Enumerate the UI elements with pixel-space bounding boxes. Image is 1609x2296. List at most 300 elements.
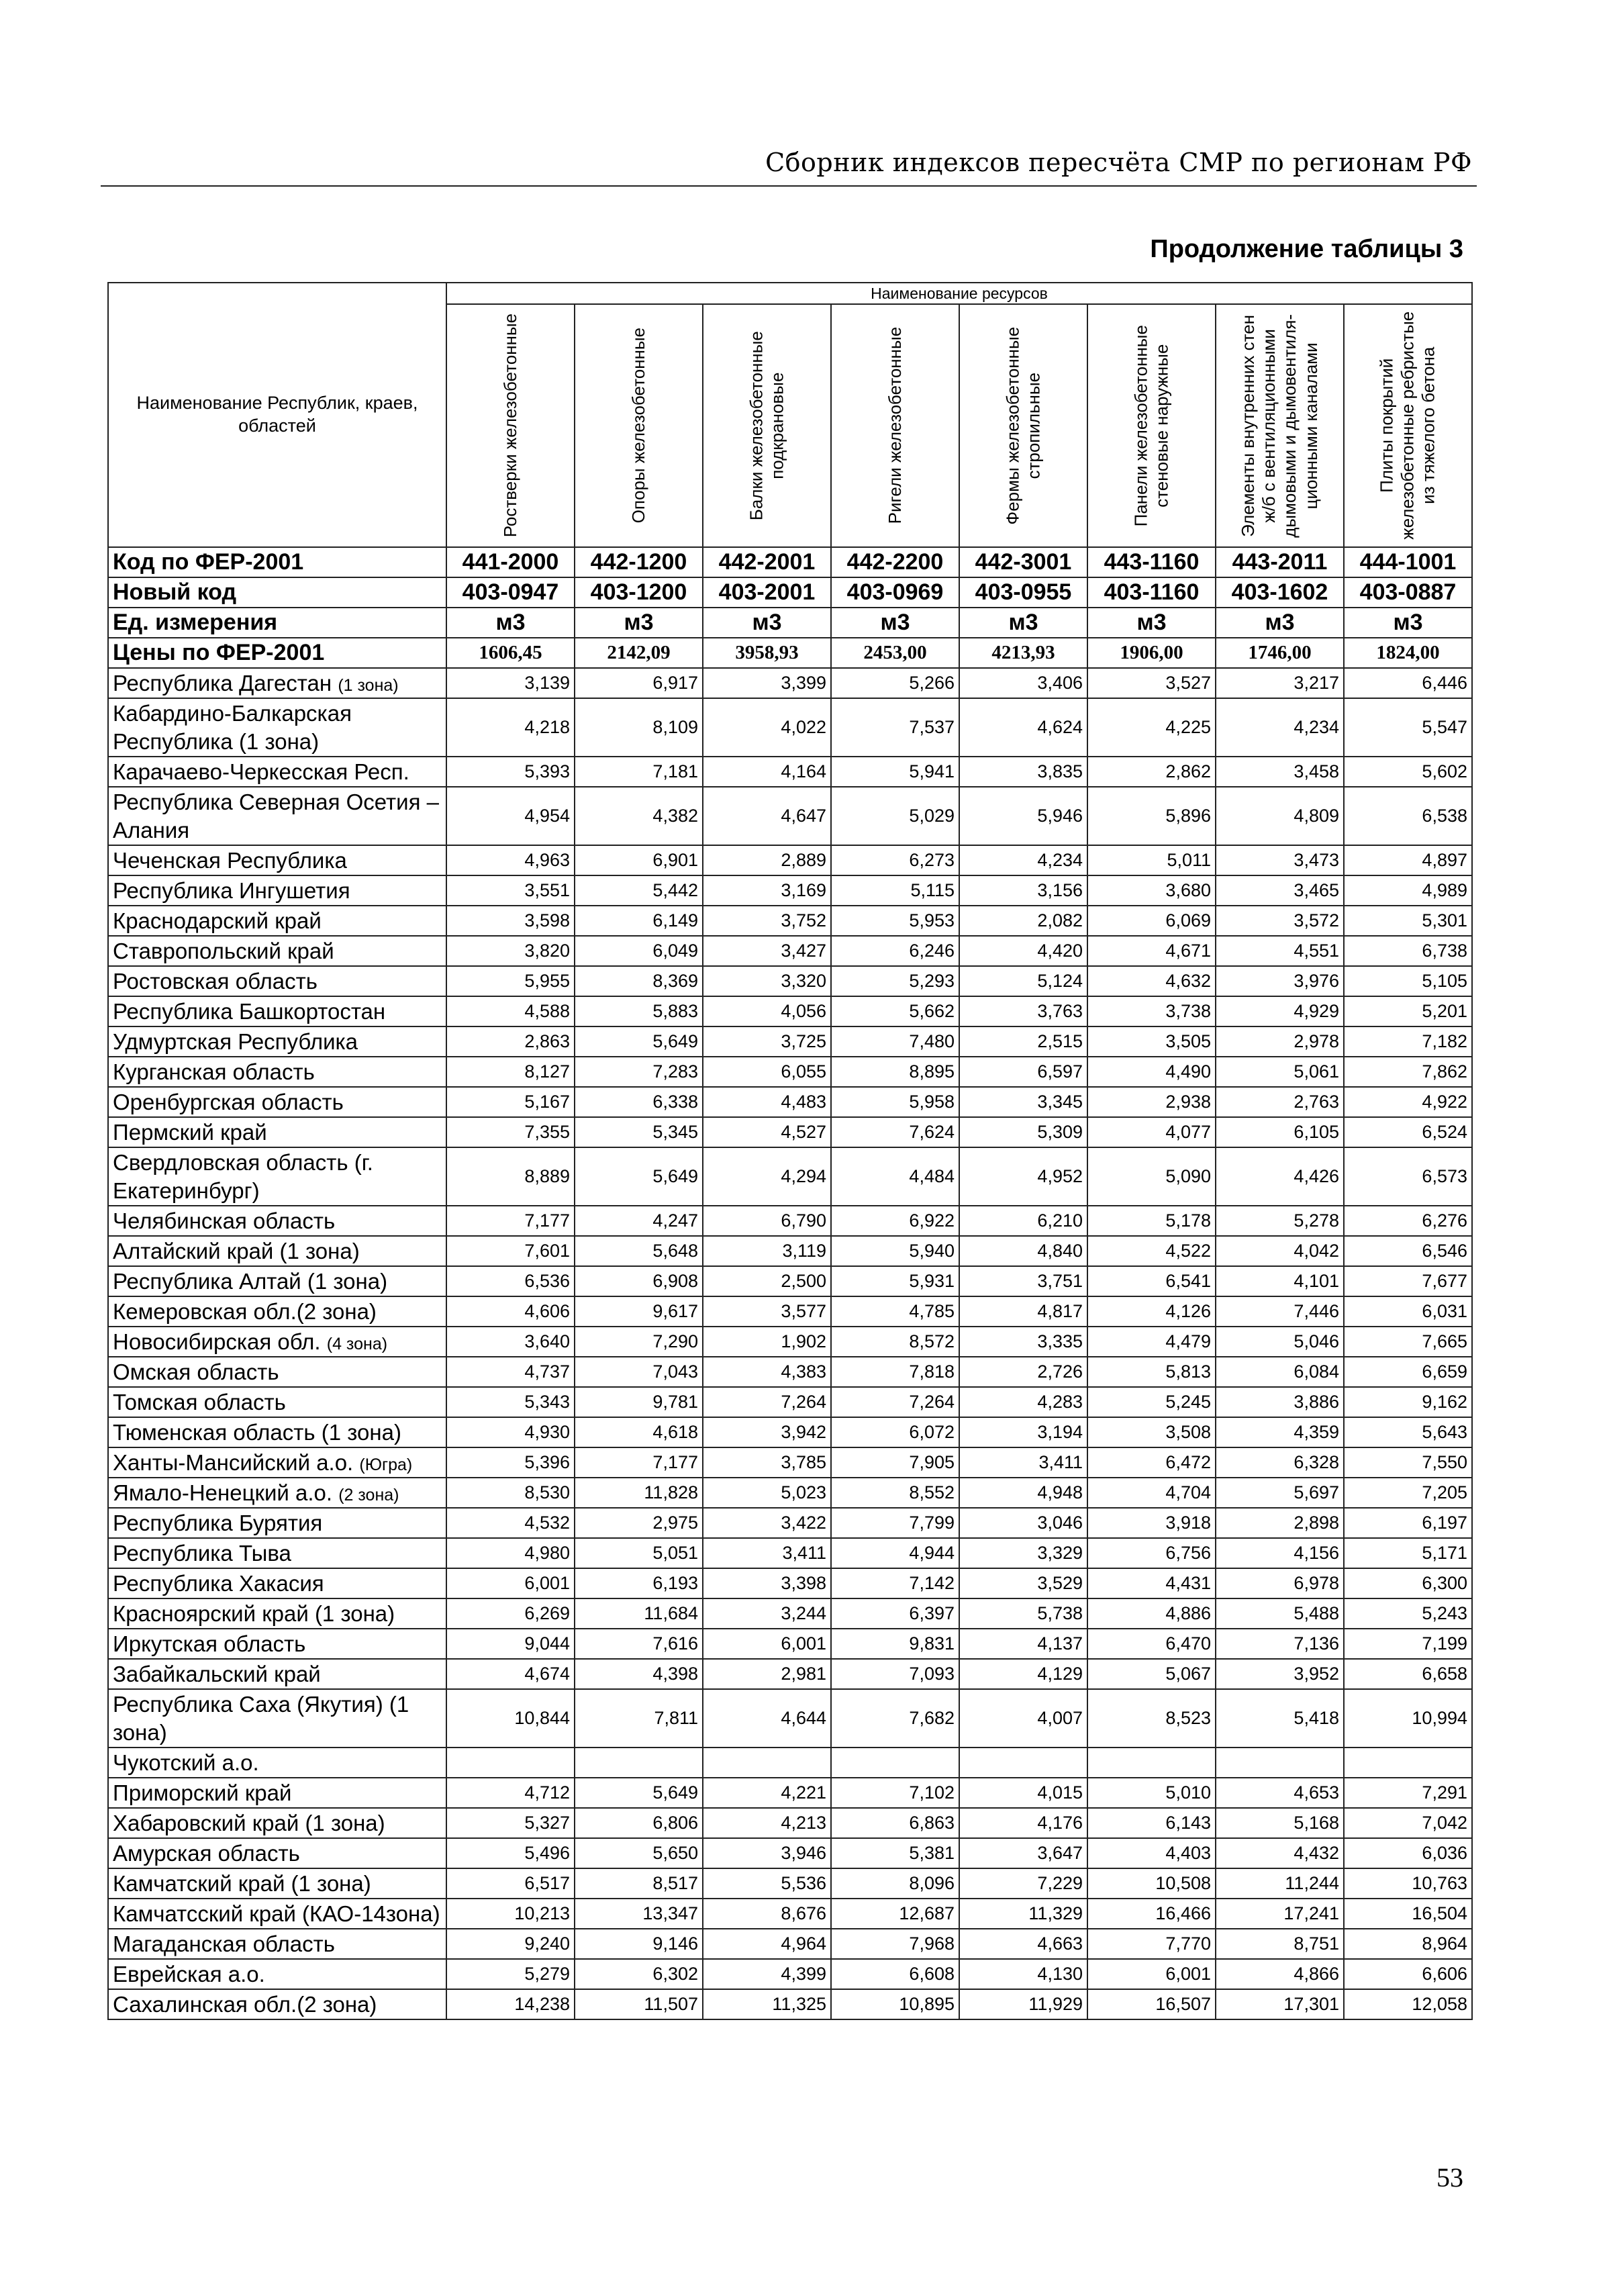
region-name-cell <box>108 1327 446 1357</box>
index-value: 3,572 <box>1216 906 1344 936</box>
index-value: 9,240 <box>446 1929 575 1959</box>
resource-header-label: Панели железобетонные стеновые наружные <box>1130 324 1172 527</box>
table-row <box>108 1296 1472 1327</box>
index-value: 6,738 <box>1344 936 1472 966</box>
meta-row-value: 443-1160 <box>1087 547 1216 577</box>
index-value <box>446 1748 575 1778</box>
index-value: 7,682 <box>831 1689 959 1748</box>
table-row <box>108 1778 1472 1808</box>
table-row <box>108 1087 1472 1117</box>
index-value: 7,624 <box>831 1117 959 1147</box>
table-row <box>108 1629 1472 1659</box>
index-value: 4,490 <box>1087 1057 1216 1087</box>
index-value: 3,244 <box>703 1598 831 1629</box>
region-name: Сахалинская обл.(2 зона) <box>113 1991 377 2017</box>
resource-header-label: Плиты покрытий железобетонные ребристые из тяжелого бетона <box>1376 311 1439 540</box>
region-name: Ставропольский край <box>113 938 334 963</box>
table-row <box>108 698 1472 757</box>
index-value: 7,177 <box>446 1206 575 1236</box>
index-value: 7,616 <box>575 1629 703 1659</box>
index-value: 4,479 <box>1087 1327 1216 1357</box>
region-name-cell <box>108 1508 446 1538</box>
index-value: 8,127 <box>446 1057 575 1087</box>
index-value: 8,530 <box>446 1478 575 1508</box>
index-value: 6,338 <box>575 1087 703 1117</box>
region-name: Курганская область <box>113 1059 315 1084</box>
index-value: 4,403 <box>1087 1838 1216 1868</box>
index-value: 6,806 <box>575 1808 703 1838</box>
index-value: 9,831 <box>831 1629 959 1659</box>
meta-row-value: 443-2011 <box>1216 547 1344 577</box>
index-value: 4,809 <box>1216 787 1344 845</box>
resource-header-label: Опоры железобетонные <box>628 328 648 524</box>
index-value: 3,751 <box>959 1266 1087 1296</box>
index-value: 3,427 <box>703 936 831 966</box>
index-value: 4,952 <box>959 1147 1087 1206</box>
index-value: 3,976 <box>1216 966 1344 996</box>
index-value: 6,608 <box>831 1959 959 1989</box>
region-name: Томская область <box>113 1389 286 1415</box>
index-value: 4,218 <box>446 698 575 757</box>
index-value: 3,752 <box>703 906 831 936</box>
table-row <box>108 1838 1472 1868</box>
index-value: 4,817 <box>959 1296 1087 1327</box>
index-value: 3,725 <box>703 1026 831 1057</box>
index-value: 3,406 <box>959 668 1087 698</box>
index-value: 3,411 <box>959 1447 1087 1478</box>
index-value: 5,946 <box>959 787 1087 845</box>
index-value: 2,898 <box>1216 1508 1344 1538</box>
region-name: Кабардино-Балкарская Республика (1 зона) <box>113 701 352 754</box>
table-body <box>108 547 1472 2019</box>
region-name: Ханты-Мансийский а.о. <box>113 1449 354 1475</box>
index-value: 8,552 <box>831 1478 959 1508</box>
meta-row-value: 2453,00 <box>831 638 959 668</box>
index-value: 4,042 <box>1216 1236 1344 1266</box>
index-value: 13,347 <box>575 1899 703 1929</box>
index-value: 16,504 <box>1344 1899 1472 1929</box>
index-value <box>831 1748 959 1778</box>
index-value: 5,381 <box>831 1838 959 1868</box>
region-name: Красноярский край (1 зона) <box>113 1600 395 1626</box>
index-value: 4,737 <box>446 1357 575 1387</box>
table-row <box>108 1899 1472 1929</box>
index-value: 7,283 <box>575 1057 703 1087</box>
region-name-cell <box>108 1989 446 2019</box>
index-value: 5,309 <box>959 1117 1087 1147</box>
region-name-cell <box>108 1478 446 1508</box>
index-value: 3,763 <box>959 996 1087 1026</box>
table-row <box>108 1689 1472 1748</box>
index-value: 3,320 <box>703 966 831 996</box>
index-value: 4,785 <box>831 1296 959 1327</box>
meta-row-value: 1824,00 <box>1344 638 1472 668</box>
meta-row-value: 1746,00 <box>1216 638 1344 668</box>
index-value: 5,953 <box>831 906 959 936</box>
region-name-cell <box>108 1929 446 1959</box>
index-value: 4,164 <box>703 757 831 787</box>
index-value: 5,201 <box>1344 996 1472 1026</box>
table-row <box>108 1147 1472 1206</box>
index-value: 7,818 <box>831 1357 959 1387</box>
meta-row-value: 442-2001 <box>703 547 831 577</box>
region-name: Камчатский край (1 зона) <box>113 1870 371 1896</box>
index-value: 5,496 <box>446 1838 575 1868</box>
index-value: 9,162 <box>1344 1387 1472 1417</box>
region-name-cell <box>108 787 446 845</box>
index-value: 4,234 <box>1216 698 1344 757</box>
index-value: 5,301 <box>1344 906 1472 936</box>
index-value: 5,105 <box>1344 966 1472 996</box>
index-value: 5,124 <box>959 966 1087 996</box>
index-value: 7,043 <box>575 1357 703 1387</box>
index-value: 6,276 <box>1344 1206 1472 1236</box>
meta-row-value: 1606,45 <box>446 638 575 668</box>
index-value: 5,931 <box>831 1266 959 1296</box>
index-value: 7,446 <box>1216 1296 1344 1327</box>
index-value: 6,001 <box>1087 1959 1216 1989</box>
index-value: 5,883 <box>575 996 703 1026</box>
resource-header <box>1216 304 1344 547</box>
index-value: 5,649 <box>575 1778 703 1808</box>
region-name-cell <box>108 1899 446 1929</box>
table-row <box>108 1327 1472 1357</box>
region-name-cell <box>108 1659 446 1689</box>
index-value: 8,572 <box>831 1327 959 1357</box>
region-name-cell <box>108 1568 446 1598</box>
index-value: 4,225 <box>1087 698 1216 757</box>
region-name: Хабаровский край (1 зона) <box>113 1810 385 1835</box>
table-row <box>108 1357 1472 1387</box>
index-value: 2,975 <box>575 1508 703 1538</box>
resource-header-label: Балки железобетонные подкрановые <box>746 330 787 521</box>
index-value: 8,751 <box>1216 1929 1344 1959</box>
table-row <box>108 787 1472 845</box>
region-name-cell <box>108 1206 446 1236</box>
index-value: 4,359 <box>1216 1417 1344 1447</box>
region-name: Кемеровская обл.(2 зона) <box>113 1298 377 1324</box>
index-value: 7,799 <box>831 1508 959 1538</box>
index-value: 10,895 <box>831 1989 959 2019</box>
table-row <box>108 757 1472 787</box>
index-value: 5,293 <box>831 966 959 996</box>
index-value: 2,763 <box>1216 1087 1344 1117</box>
index-value: 6,790 <box>703 1206 831 1236</box>
index-value: 6,055 <box>703 1057 831 1087</box>
table-row <box>108 1598 1472 1629</box>
index-value: 4,007 <box>959 1689 1087 1748</box>
meta-row-value: 403-0969 <box>831 577 959 608</box>
region-name: Чукотский а.о. <box>113 1750 259 1775</box>
index-value: 2,726 <box>959 1357 1087 1387</box>
index-value: 2,082 <box>959 906 1087 936</box>
resource-header <box>575 304 703 547</box>
region-name-cell <box>108 1236 446 1266</box>
index-value <box>703 1748 831 1778</box>
index-value: 5,067 <box>1087 1659 1216 1689</box>
table-row <box>108 906 1472 936</box>
region-name-cell <box>108 1838 446 1868</box>
table-row <box>108 1989 1472 2019</box>
table-row <box>108 1057 1472 1087</box>
index-value: 2,938 <box>1087 1087 1216 1117</box>
table-row <box>108 1417 1472 1447</box>
index-value: 7,290 <box>575 1327 703 1357</box>
index-value: 4,101 <box>1216 1266 1344 1296</box>
index-value: 5,940 <box>831 1236 959 1266</box>
region-name: Оренбургская область <box>113 1089 344 1114</box>
region-name: Пермский край <box>113 1119 267 1145</box>
region-name-cell <box>108 1538 446 1568</box>
region-name: Новосибирская обл. <box>113 1329 321 1354</box>
table-row <box>108 1929 1472 1959</box>
resource-header-label: Фермы железобетонные стропильные <box>1002 326 1044 525</box>
table-row <box>108 1447 1472 1478</box>
index-value: 2,500 <box>703 1266 831 1296</box>
region-name: Омская область <box>113 1359 279 1384</box>
index-value: 3,598 <box>446 906 575 936</box>
region-name: Карачаево-Черкесская Респ. <box>113 759 409 784</box>
meta-row-label: Код по ФЕР-2001 <box>108 547 446 577</box>
index-value: 4,426 <box>1216 1147 1344 1206</box>
index-value: 5,090 <box>1087 1147 1216 1206</box>
index-value: 6,658 <box>1344 1659 1472 1689</box>
region-name: Республика Башкортостан <box>113 998 386 1024</box>
index-value: 4,886 <box>1087 1598 1216 1629</box>
index-value: 5,896 <box>1087 787 1216 845</box>
index-value: 6,197 <box>1344 1508 1472 1538</box>
index-value: 8,109 <box>575 698 703 757</box>
index-value: 7,291 <box>1344 1778 1472 1808</box>
meta-row-value: 442-1200 <box>575 547 703 577</box>
index-value: 4,213 <box>703 1808 831 1838</box>
index-value: 5,029 <box>831 787 959 845</box>
region-name-cell <box>108 1417 446 1447</box>
resource-header <box>1344 304 1472 547</box>
region-zone-note: (1 зона) <box>338 675 399 695</box>
index-value: 4,929 <box>1216 996 1344 1026</box>
index-value: 4,980 <box>446 1538 575 1568</box>
index-value: 4,618 <box>575 1417 703 1447</box>
index-value: 6,001 <box>703 1629 831 1659</box>
region-name-cell <box>108 1748 446 1778</box>
table-row <box>108 1538 1472 1568</box>
region-name-cell <box>108 1387 446 1417</box>
region-name-cell <box>108 936 446 966</box>
table-row <box>108 1387 1472 1417</box>
index-value: 4,015 <box>959 1778 1087 1808</box>
meta-row-value: м3 <box>1216 608 1344 638</box>
meta-row-value: м3 <box>831 608 959 638</box>
index-value: 9,617 <box>575 1296 703 1327</box>
index-value: 6,300 <box>1344 1568 1472 1598</box>
index-value: 7,537 <box>831 698 959 757</box>
index-value: 4,056 <box>703 996 831 1026</box>
index-value: 8,369 <box>575 966 703 996</box>
index-value: 3,335 <box>959 1327 1087 1357</box>
index-value: 6,193 <box>575 1568 703 1598</box>
index-value: 3,551 <box>446 875 575 906</box>
index-value: 4,432 <box>1216 1838 1344 1868</box>
meta-row <box>108 547 1472 577</box>
index-value: 5,278 <box>1216 1206 1344 1236</box>
index-value: 14,238 <box>446 1989 575 2019</box>
index-value: 6,072 <box>831 1417 959 1447</box>
index-value: 5,168 <box>1216 1808 1344 1838</box>
index-value: 3,345 <box>959 1087 1087 1117</box>
index-value: 5,167 <box>446 1087 575 1117</box>
index-value: 5,442 <box>575 875 703 906</box>
index-value: 6,328 <box>1216 1447 1344 1478</box>
index-value: 5,955 <box>446 966 575 996</box>
index-value: 5,011 <box>1087 845 1216 875</box>
index-value: 5,648 <box>575 1236 703 1266</box>
index-value: 5,396 <box>446 1447 575 1478</box>
index-value: 8,676 <box>703 1899 831 1929</box>
meta-row-value: м3 <box>575 608 703 638</box>
index-value: 5,738 <box>959 1598 1087 1629</box>
index-value: 5,488 <box>1216 1598 1344 1629</box>
region-name-cell <box>108 1447 446 1478</box>
index-value: 4,294 <box>703 1147 831 1206</box>
index-value: 5,178 <box>1087 1206 1216 1236</box>
index-value: 6,517 <box>446 1868 575 1899</box>
region-name-cell <box>108 1689 446 1748</box>
index-value: 5,697 <box>1216 1478 1344 1508</box>
index-value: 6,863 <box>831 1808 959 1838</box>
index-value: 8,964 <box>1344 1929 1472 1959</box>
table-row <box>108 1117 1472 1147</box>
index-value: 10,844 <box>446 1689 575 1748</box>
meta-row-value: 403-1160 <box>1087 577 1216 608</box>
meta-row-value: 1906,00 <box>1087 638 1216 668</box>
index-value: 4,130 <box>959 1959 1087 1989</box>
index-value: 7,102 <box>831 1778 959 1808</box>
index-value: 4,234 <box>959 845 1087 875</box>
index-value: 3,465 <box>1216 875 1344 906</box>
index-value: 11,244 <box>1216 1868 1344 1899</box>
index-value: 6,524 <box>1344 1117 1472 1147</box>
meta-row-value: 441-2000 <box>446 547 575 577</box>
table-row <box>108 1266 1472 1296</box>
index-value: 4,484 <box>831 1147 959 1206</box>
table-row <box>108 1748 1472 1778</box>
index-value: 6,659 <box>1344 1357 1472 1387</box>
index-value: 3,194 <box>959 1417 1087 1447</box>
meta-row-value: 403-0955 <box>959 577 1087 608</box>
index-value: 5,343 <box>446 1387 575 1417</box>
meta-row-value: 442-2200 <box>831 547 959 577</box>
region-name-cell <box>108 966 446 996</box>
regional-index-table <box>107 282 1473 2020</box>
index-value: 5,393 <box>446 757 575 787</box>
index-value: 5,345 <box>575 1117 703 1147</box>
index-value: 11,828 <box>575 1478 703 1508</box>
index-value: 5,279 <box>446 1959 575 1989</box>
region-name: Республика Тыва <box>113 1540 291 1566</box>
table-row <box>108 1236 1472 1266</box>
index-value: 16,466 <box>1087 1899 1216 1929</box>
index-value: 4,398 <box>575 1659 703 1689</box>
index-value: 6,210 <box>959 1206 1087 1236</box>
index-value <box>575 1748 703 1778</box>
index-value: 6,031 <box>1344 1296 1472 1327</box>
index-value: 5,023 <box>703 1478 831 1508</box>
index-value: 3,886 <box>1216 1387 1344 1417</box>
index-value: 2,981 <box>703 1659 831 1689</box>
index-value: 4,420 <box>959 936 1087 966</box>
index-value: 6,143 <box>1087 1808 1216 1838</box>
index-value: 4,588 <box>446 996 575 1026</box>
index-value: 4,930 <box>446 1417 575 1447</box>
index-value: 17,301 <box>1216 1989 1344 2019</box>
index-value: 5,046 <box>1216 1327 1344 1357</box>
index-value: 6,546 <box>1344 1236 1472 1266</box>
index-value: 4,922 <box>1344 1087 1472 1117</box>
index-value: 3,640 <box>446 1327 575 1357</box>
index-value: 6,302 <box>575 1959 703 1989</box>
index-value: 2,863 <box>446 1026 575 1057</box>
meta-row-value: м3 <box>959 608 1087 638</box>
index-value: 3,473 <box>1216 845 1344 875</box>
index-value: 3,785 <box>703 1447 831 1478</box>
index-value: 11,507 <box>575 1989 703 2019</box>
region-column-header: Наименование Республик, краев, областей <box>108 283 446 547</box>
index-value: 5,813 <box>1087 1357 1216 1387</box>
index-value: 6,105 <box>1216 1117 1344 1147</box>
index-value: 5,602 <box>1344 757 1472 787</box>
index-value: 7,229 <box>959 1868 1087 1899</box>
index-value: 4,671 <box>1087 936 1216 966</box>
index-value: 3,139 <box>446 668 575 698</box>
index-value: 6,269 <box>446 1598 575 1629</box>
index-value: 4,532 <box>446 1508 575 1538</box>
index-value: 9,781 <box>575 1387 703 1417</box>
index-value: 4,126 <box>1087 1296 1216 1327</box>
region-name: Челябинская область <box>113 1208 336 1233</box>
index-value: 7,905 <box>831 1447 959 1478</box>
index-value: 3,169 <box>703 875 831 906</box>
meta-row-value: 403-0947 <box>446 577 575 608</box>
index-value: 4,022 <box>703 698 831 757</box>
index-value: 5,650 <box>575 1838 703 1868</box>
index-value: 6,470 <box>1087 1629 1216 1659</box>
index-value: 4,382 <box>575 787 703 845</box>
meta-row-value: м3 <box>1087 608 1216 638</box>
index-value: 3,527 <box>1087 668 1216 698</box>
index-value: 5,649 <box>575 1026 703 1057</box>
index-value: 3,399 <box>703 668 831 698</box>
index-value: 7,199 <box>1344 1629 1472 1659</box>
index-value: 6,756 <box>1087 1538 1216 1568</box>
index-value: 4,674 <box>446 1659 575 1689</box>
index-value: 4,399 <box>703 1959 831 1989</box>
index-value: 6,978 <box>1216 1568 1344 1598</box>
region-name-cell <box>108 1778 446 1808</box>
index-value: 2,862 <box>1087 757 1216 787</box>
index-value: 4,653 <box>1216 1778 1344 1808</box>
region-name-cell <box>108 1629 446 1659</box>
index-value: 5,649 <box>575 1147 703 1206</box>
region-name: Республика Северная Осетия – Алания <box>113 790 439 843</box>
index-value: 6,573 <box>1344 1147 1472 1206</box>
index-value: 1,902 <box>703 1327 831 1357</box>
index-value: 11,929 <box>959 1989 1087 2019</box>
region-name-cell <box>108 757 446 787</box>
index-value: 7,136 <box>1216 1629 1344 1659</box>
index-value: 6,917 <box>575 668 703 698</box>
index-value: 6,246 <box>831 936 959 966</box>
